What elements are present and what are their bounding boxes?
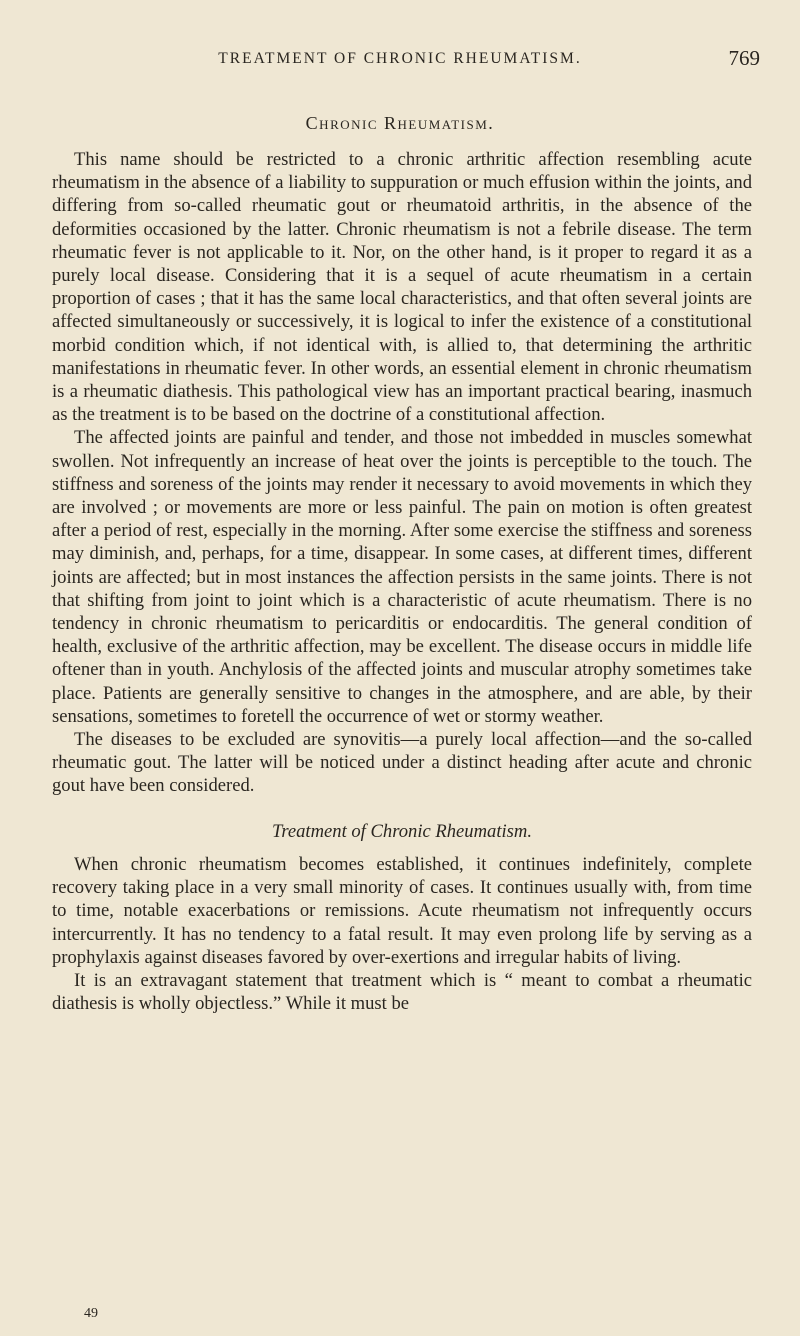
paragraph: It is an extravagant statement that treatment which is “ meant to combat a rheumatic diathesis is wholly objectless.” While it must be xyxy=(52,969,752,1015)
subheading: Treatment of Chronic Rheumatism. xyxy=(272,820,532,842)
paragraph: When chronic rheumatism becomes established, it continues indefinitely, complete recovery taking place in a very small minority of cases. It continues usually with, from time to time, notable exacerbations or remissions. Acute rheumatism not infrequently occurs intercurrently. It has no tendency to a fatal result. It may even prolong life by serving as a prophylaxis against diseases favored by over-exertions and irregular habits of living. xyxy=(52,853,752,968)
section-title: Chronic Rheumatism. xyxy=(305,113,495,133)
page-number: 769 xyxy=(728,46,760,70)
body-text xyxy=(52,148,752,1015)
paragraph: This name should be restricted to a chronic arthritic affection resembling acute rheumatism in the absence of a liability to suppuration or much effusion within the joints, and differing from so-called rheumatic gout or rheumatoid arthritis, in the absence of the deformities occasioned by the latter. Chronic rheumatism is not a febrile disease. The term rheumatic fever is not applicable to it. Nor, on the other hand, is it proper to regard it as a purely local disease. Considering that it is a sequel of acute rheumatism in a certain proportion of cases ; that it has the same local characteristics, and that often several joints are affected simultaneously or successively, it is logical to infer the existence of a constitutional morbid condition which, if not identical with, is allied to, that determining the arthritic manifestations in rheumatic fever. In other words, an essential element in chronic rheumatism is a rheumatic diathesis. This pathological view has an important practical bearing, inasmuch as the treatment is to be based on the doctrine of a constitutional affection. xyxy=(52,149,752,426)
paragraph: The diseases to be excluded are synovitis—a purely local affection—and the so-called rheumatic gout. The latter will be noticed under a distinct heading after acute and chronic gout have been considered. xyxy=(52,729,752,797)
paragraph: The affected joints are painful and tender, and those not imbedded in muscles somewhat swollen. Not infrequently an increase of heat over the joints is perceptible to the touch. The stiffness and soreness of the joints may render it necessary to avoid movements in which they are involved ; or movements are more or less painful. The pain on motion is often greatest after a period of rest, especially in the morning. After some exercise the stiffness and soreness may diminish, and, perhaps, for a time, disappear. In some cases, at different times, different joints are affected; but in most instances the affection persists in the same joints. There is not that shifting from joint to joint which is a characteristic of acute rheumatism. There is no tendency in chronic rheumatism to pericarditis or endocarditis. The general condition of health, exclusive of the arthritic affection, may be excellent. The disease occurs in middle life oftener than in youth. Anchylosis of the affected joints and muscular atrophy sometimes take place. Patients are generally sensitive to changes in the atmosphere, and are able, by their sensations, sometimes to foretell the occurrence of wet or stormy weather. xyxy=(52,427,752,727)
signature-mark: 49 xyxy=(84,1306,98,1321)
running-head: TREATMENT OF CHRONIC RHEUMATISM. xyxy=(218,50,582,67)
